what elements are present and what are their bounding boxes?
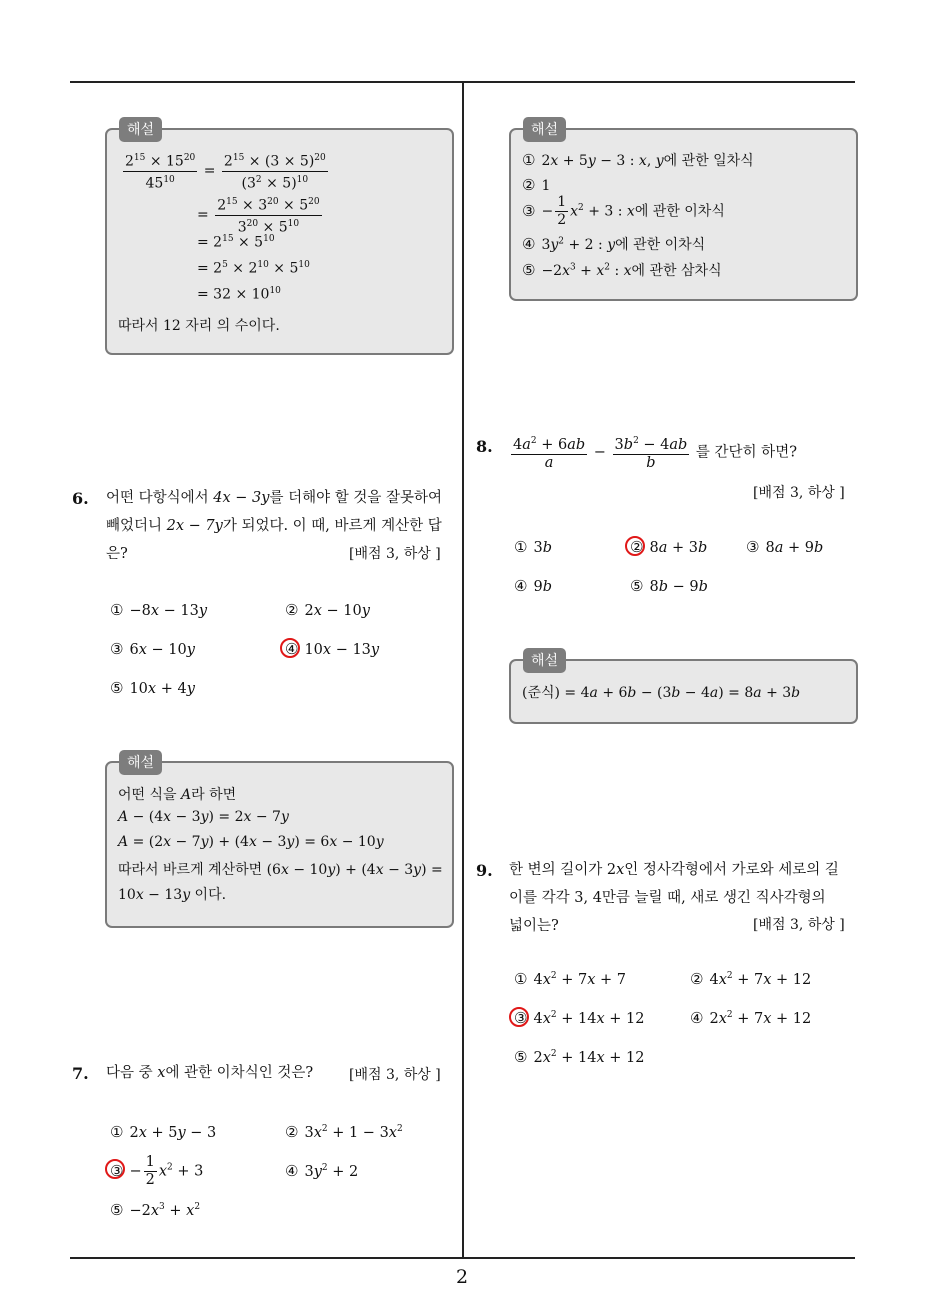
question-line: 한 변의 길이가 2x인 정사각형에서 가로와 세로의 길 [509, 862, 839, 878]
solution-tag: 해설 [119, 117, 162, 142]
bottom-rule [70, 1257, 855, 1259]
choice-5[interactable]: ⑤ $2x^2 + 14x + 12$ [514, 1048, 645, 1066]
solution-tag: 해설 [523, 648, 566, 673]
solution-tag: 해설 [523, 117, 566, 142]
question-line: 이를 각각 3, 4만큼 늘릴 때, 새로 생긴 직사각형의 [509, 890, 826, 906]
column-divider [462, 83, 464, 1259]
solution-line: A = (2x − 7y) + (4x − 3y) = 6x − 10y [118, 834, 384, 850]
score-label: [배점 3, 하상 ] [753, 485, 845, 501]
choice-1[interactable]: ① −8x − 13y [110, 601, 208, 619]
choice-3[interactable]: ③ 6x − 10y [110, 640, 195, 658]
answer-mark [280, 638, 300, 658]
solution-line: A − (4x − 3y) = 2x − 7y [118, 809, 289, 825]
score-label: [배점 3, 하상 ] [753, 917, 845, 933]
choice-4[interactable]: ④ $3y^2 + 2$ [285, 1162, 359, 1180]
choice-1[interactable]: ① 2x + 5y − 3 [110, 1123, 217, 1141]
solution-line: 10x − 13y 이다. [118, 887, 227, 903]
solution-line: ⑤ $-2x^3 + x^2$ : x에 관한 삼차식 [522, 261, 722, 279]
choice-1[interactable]: ① $4x^2 + 7x + 7$ [514, 970, 626, 988]
choice-5[interactable]: ⑤ 10x + 4y [110, 679, 195, 697]
choice-2[interactable]: ② 8a + 3b [630, 538, 708, 556]
choice-2[interactable]: ② $3x^2 + 1 - 3x^2$ [285, 1123, 403, 1141]
question-number: 7. [72, 1064, 89, 1083]
solution-line: ③ − $\frac{1}{2}$ $x^2 + 3$ : x에 관한 이차식 [522, 194, 725, 228]
answer-mark [625, 536, 645, 556]
question-text: $\frac{4a^2 + 6ab}{a}$ − $\frac{3b^2 - 4ab}{b}$ 를 간단히 하면? [509, 433, 797, 472]
choice-2[interactable]: ② 2x − 10y [285, 601, 370, 619]
choice-5[interactable]: ⑤ 8b − 9b [630, 577, 708, 595]
answer-mark [105, 1159, 125, 1179]
solution-line: 어떤 식을 A라 하면 [118, 787, 237, 803]
score-label: [배점 3, 하상 ] [349, 546, 441, 562]
choice-3[interactable]: ③ 8a + 9b [746, 538, 824, 556]
solution-line: 따라서 12 자리 의 수이다. [118, 318, 280, 334]
question-text: 다음 중 x에 관한 이차식인 것은? [106, 1065, 314, 1081]
question-line: 넓이는? [509, 918, 559, 934]
solution-tag: 해설 [119, 750, 162, 775]
score-label: [배점 3, 하상 ] [349, 1067, 441, 1083]
choice-2[interactable]: ② $4x^2 + 7x + 12$ [690, 970, 812, 988]
solution-line: 따라서 바르게 계산하면 (6x − 10y) + (4x − 3y) = [118, 862, 443, 878]
answer-mark [509, 1007, 529, 1027]
question-number: 9. [476, 861, 493, 880]
choice-5[interactable]: ⑤ $-2x^3 + x^2$ [110, 1201, 201, 1219]
choice-4[interactable]: ④ 9b [514, 577, 552, 595]
solution-line: $\frac{2^{15} \times 15^{20}}{45^{10}}$ = $\frac{2^{15} \times (3 \times 5)^{20}}{(3^2 \times 5)^{10}}$ [121, 150, 330, 192]
question-line: 은? [106, 546, 128, 562]
choice-4[interactable]: ④ $2x^2 + 7x + 12$ [690, 1009, 812, 1027]
solution-line: = $2^5 \times 2^{10} \times 5^{10}$ [197, 260, 310, 277]
choice-4[interactable]: ④ 10x − 13y [285, 640, 380, 658]
solution-line: = $32 \times 10^{10}$ [197, 286, 281, 303]
question-line: 어떤 다항식에서 4x − 3y를 더해야 할 것을 잘못하여 [106, 490, 442, 506]
question-number: 8. [476, 437, 493, 456]
choice-3[interactable]: ③ − $\frac{1}{2}$ $x^2 + 3$ [110, 1154, 204, 1188]
question-number: 6. [72, 489, 89, 508]
solution-line: ② 1 [522, 176, 551, 194]
solution-line: ④ $3y^2 + 2$ : y에 관한 이차식 [522, 235, 706, 253]
page-number: 2 [456, 1266, 469, 1288]
choice-3[interactable]: ③ $4x^2 + 14x + 12$ [514, 1009, 645, 1027]
question-line: 빼었더니 2x − 7y가 되었다. 이 때, 바르게 계산한 답 [106, 518, 442, 534]
solution-line: (준식) = 4a + 6b − (3b − 4a) = 8a + 3b [522, 685, 801, 701]
solution-line: = $\frac{2^{15} \times 3^{20} \times 5^{20}}{3^{20} \times 5^{10}}$ [197, 194, 324, 236]
solution-line: ① 2x + 5y − 3 : x, y에 관한 일차식 [522, 151, 754, 169]
choice-1[interactable]: ① 3b [514, 538, 552, 556]
solution-line: = $2^{15} \times 5^{10}$ [197, 234, 275, 251]
